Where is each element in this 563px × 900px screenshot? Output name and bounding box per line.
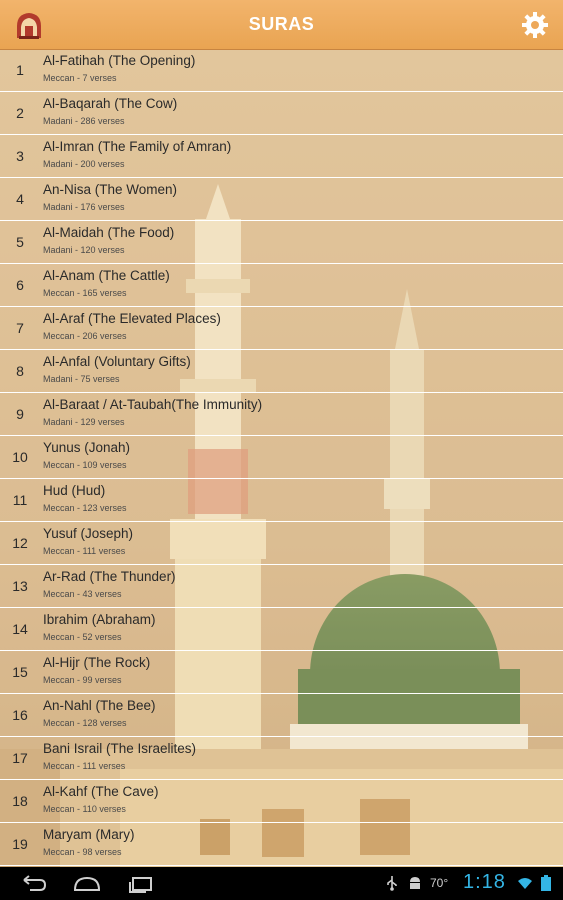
temperature-text: 70° [430,876,449,890]
sura-info: Meccan - 110 verses [43,804,126,814]
sura-info: Meccan - 109 verses [43,460,127,470]
sura-row[interactable] [0,49,563,92]
sura-row[interactable] [0,307,563,350]
sura-row[interactable] [0,436,563,479]
sura-number: 10 [12,449,28,465]
sura-number: 17 [12,750,28,766]
sura-name: Yunus (Jonah) [43,440,131,455]
sura-number: 5 [16,234,24,250]
sura-number: 16 [12,707,28,723]
sura-row[interactable] [0,522,563,565]
sura-name: Ar-Rad (The Thunder) [43,569,176,584]
wifi-icon [517,875,533,891]
sura-info: Madani - 120 verses [43,245,125,255]
sura-number: 3 [16,148,24,164]
sura-info: Meccan - 52 verses [43,632,122,642]
sura-name: Al-Maidah (The Food) [43,225,175,240]
sura-name: Al-Kahf (The Cave) [43,784,159,799]
sura-name: Al-Fatihah (The Opening) [43,53,196,68]
sura-name: Al-Imran (The Family of Amran) [43,139,232,154]
sura-name: Al-Baqarah (The Cow) [43,96,178,111]
sura-row[interactable] [0,264,563,307]
sura-info: Meccan - 111 verses [43,761,126,771]
sura-info: Meccan - 7 verses [43,73,117,83]
sura-number: 18 [12,793,28,809]
sura-row[interactable] [0,350,563,393]
sura-row[interactable] [0,608,563,651]
sura-row[interactable] [0,178,563,221]
sura-number: 2 [16,105,24,121]
sura-name: Al-Baraat / At-Taubah(The Immunity) [43,397,263,412]
sura-info: Meccan - 43 verses [43,589,122,599]
sura-row[interactable] [0,393,563,436]
sura-row[interactable] [0,479,563,522]
clock-text: 1:18 [463,871,506,893]
home-icon[interactable] [70,872,104,896]
sura-info: Meccan - 98 verses [43,847,122,857]
page-title: SURAS [248,14,315,34]
sura-name: An-Nisa (The Women) [43,182,178,197]
usb-icon [384,875,400,891]
android-icon [407,875,423,891]
sura-number: 4 [16,191,24,207]
sura-number: 9 [16,406,24,422]
sura-info: Meccan - 123 verses [43,503,127,513]
system-navigation-bar [0,867,563,900]
battery-icon [540,875,552,891]
sura-number: 8 [16,363,24,379]
sura-list [0,49,563,866]
sura-row[interactable] [0,135,563,178]
sura-info: Madani - 286 verses [43,116,125,126]
sura-number: 7 [16,320,24,336]
sura-name: Al-Hijr (The Rock) [43,655,151,670]
sura-number: 6 [16,277,24,293]
app-header [0,0,563,50]
sura-name: Bani Israil (The Israelites) [43,741,197,756]
sura-info: Meccan - 111 verses [43,546,126,556]
sura-row[interactable] [0,780,563,823]
sura-name: Al-Anam (The Cattle) [43,268,170,283]
sura-row[interactable] [0,565,563,608]
sura-number: 19 [12,836,28,852]
sura-name: Maryam (Mary) [43,827,135,842]
sura-name: Yusuf (Joseph) [43,526,134,541]
sura-info: Meccan - 165 verses [43,288,127,298]
sura-info: Meccan - 206 verses [43,331,127,341]
sura-row[interactable] [0,737,563,780]
sura-row[interactable] [0,823,563,866]
sura-number: 14 [12,621,28,637]
sura-row[interactable] [0,651,563,694]
sura-info: Madani - 75 verses [43,374,120,384]
sura-name: Al-Araf (The Elevated Places) [43,311,221,326]
sura-row[interactable] [0,92,563,135]
sura-info: Meccan - 99 verses [43,675,122,685]
sura-number: 11 [12,492,28,508]
sura-row[interactable] [0,221,563,264]
sura-name: Hud (Hud) [43,483,106,498]
back-icon[interactable] [16,872,50,896]
sura-name: An-Nahl (The Bee) [43,698,156,713]
sura-info: Meccan - 128 verses [43,718,127,728]
sura-number: 1 [16,62,24,78]
gear-icon[interactable] [520,10,550,40]
sura-number: 15 [12,664,28,680]
sura-name: Ibrahim (Abraham) [43,612,156,627]
sura-row[interactable] [0,694,563,737]
sura-info: Madani - 200 verses [43,159,125,169]
sura-info: Madani - 129 verses [43,417,125,427]
recent-apps-icon[interactable] [124,872,158,896]
sura-number: 13 [12,578,28,594]
sura-name: Al-Anfal (Voluntary Gifts) [43,354,191,369]
sura-info: Madani - 176 verses [43,202,125,212]
sura-number: 12 [12,535,28,551]
